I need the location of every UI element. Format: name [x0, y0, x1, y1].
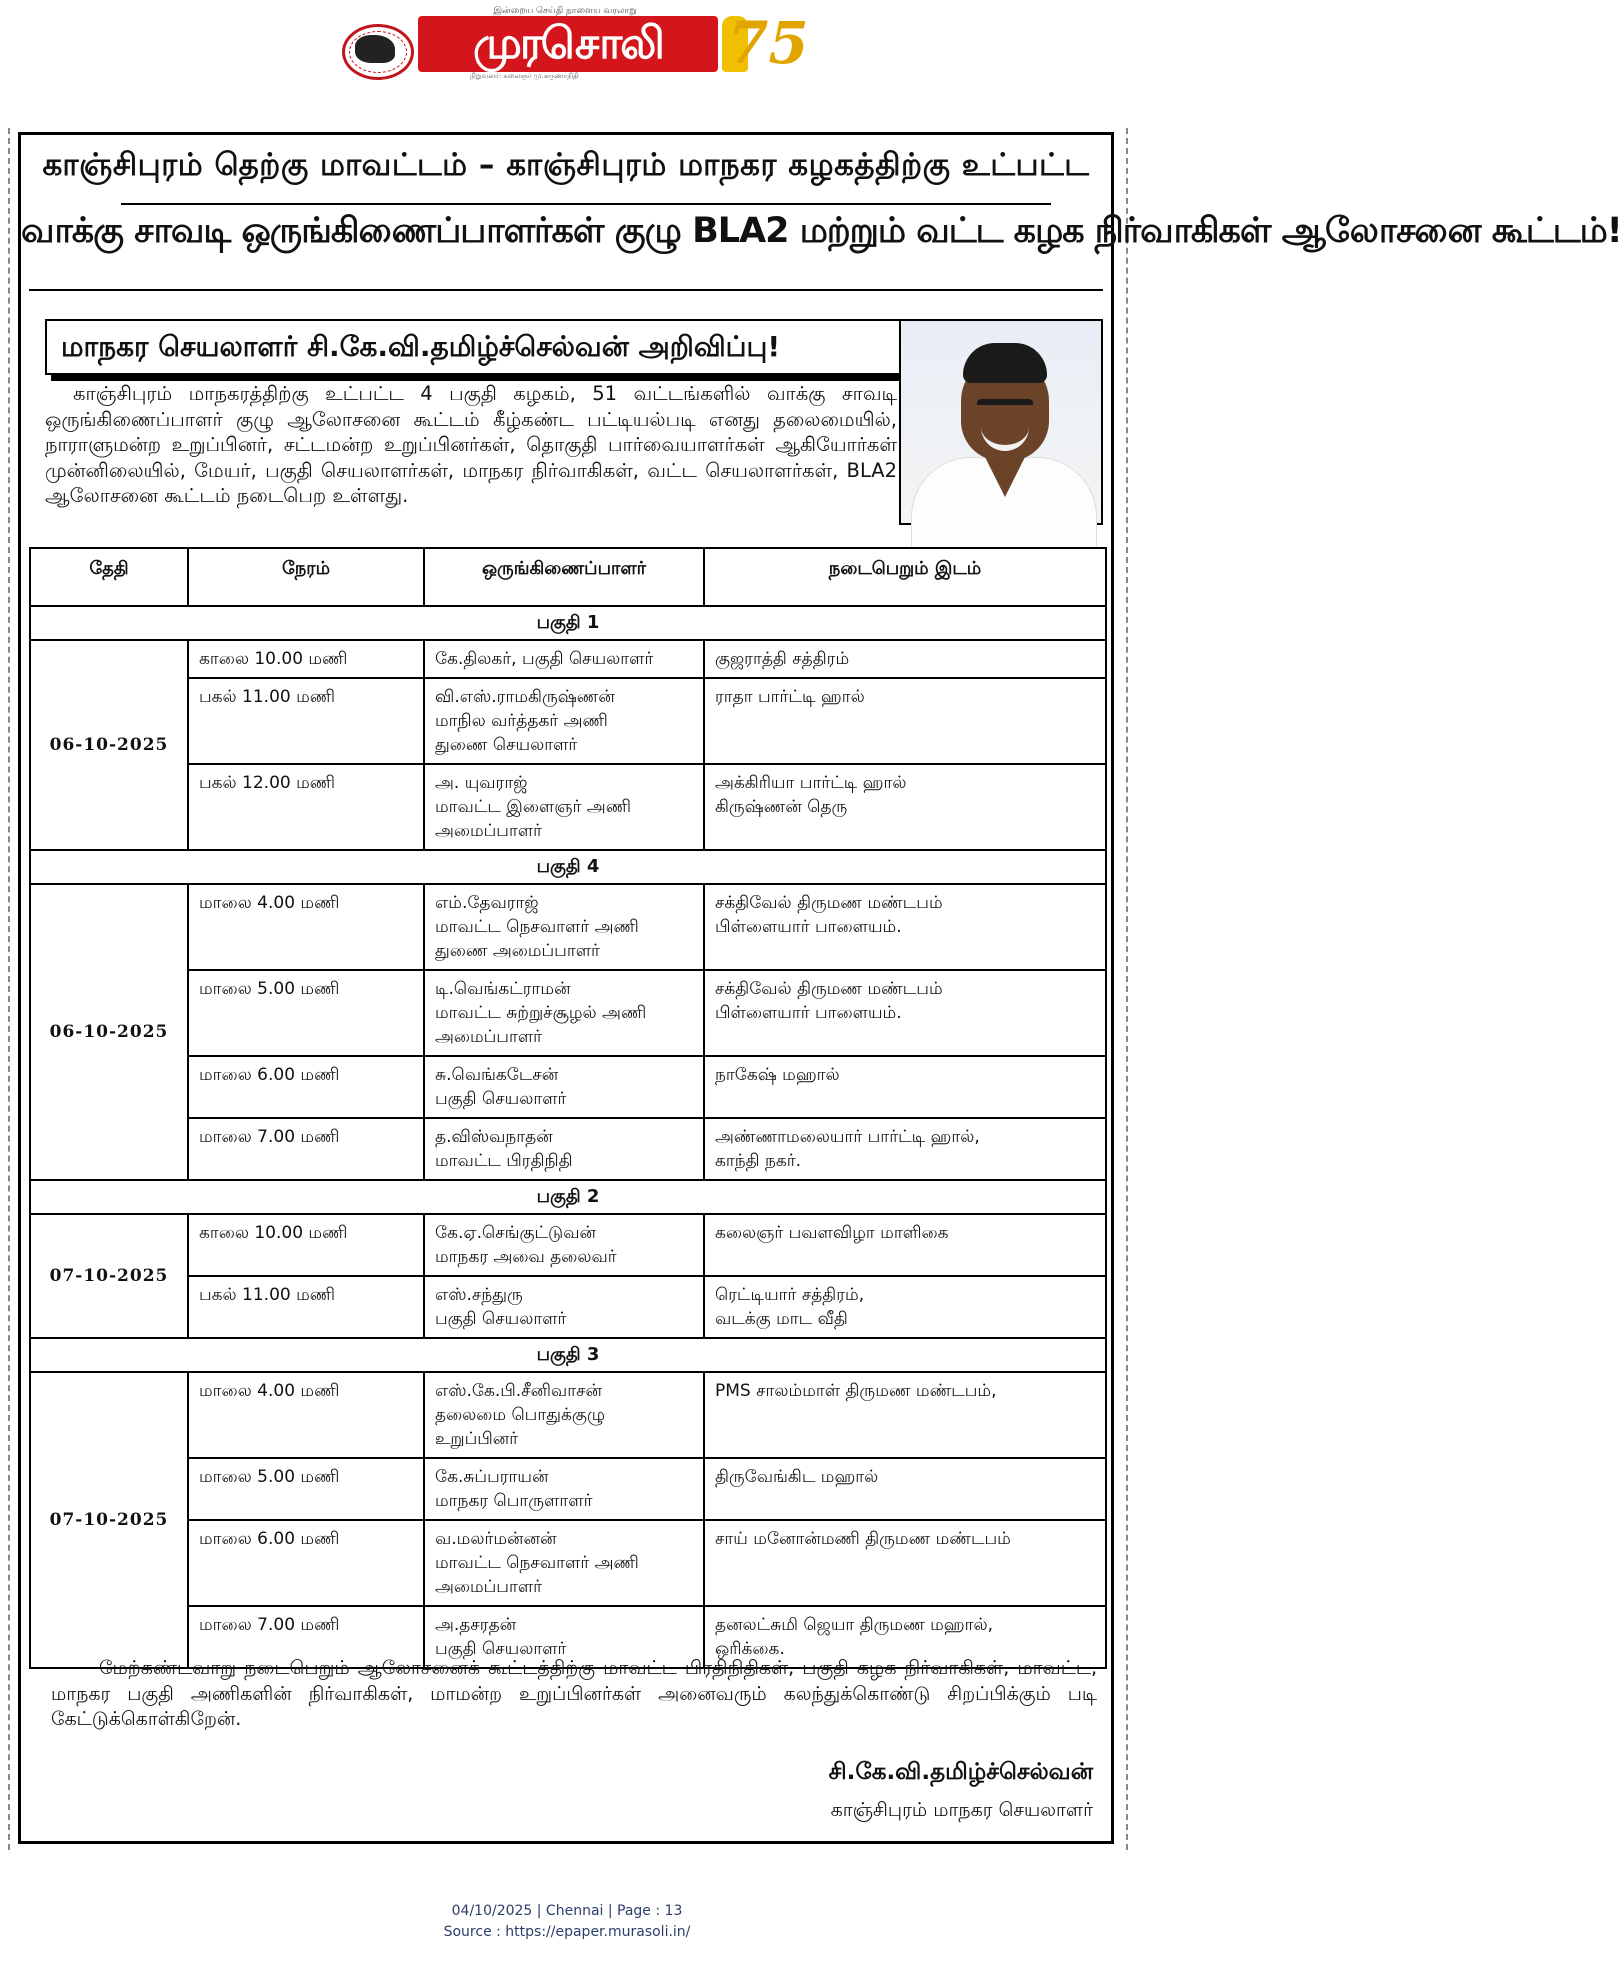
venue-line: அண்ணாமலையார் பார்ட்டி ஹால்,	[715, 1127, 980, 1147]
table-row	[30, 764, 1106, 850]
venue-cell	[704, 1458, 1106, 1520]
coordinator-cell	[424, 640, 704, 678]
coordinator-line: மாநகர அவை தலைவர்	[435, 1247, 617, 1267]
heading-divider	[121, 203, 1051, 205]
coordinator-line: அ.தசரதன்	[435, 1615, 517, 1635]
coordinator-cell	[424, 1520, 704, 1606]
table-row	[30, 678, 1106, 764]
time-cell: பகல் 11.00 மணி	[188, 1276, 424, 1338]
venue-line: கிருஷ்ணன் தெரு	[715, 797, 848, 817]
masthead-subtitle: நிறுவனர்: கலைஞர் மு.கருணாநிதி	[470, 72, 579, 80]
signature-title: காஞ்சிபுரம் மாநகர செயலாளர்	[830, 1799, 1093, 1821]
coordinator-line: துணை செயலாளர்	[435, 735, 578, 755]
anniversary-number: 75	[728, 9, 809, 77]
photo-hair	[963, 343, 1047, 383]
coordinator-line: கே.திலகர், பகுதி செயலாளர்	[435, 649, 654, 669]
table-row	[30, 1520, 1106, 1606]
header-date: தேதி	[30, 548, 188, 606]
venue-line: அக்கிரியா பார்ட்டி ஹால்	[715, 773, 907, 793]
section-row	[30, 1338, 1106, 1372]
venue-cell	[704, 884, 1106, 970]
coordinator-line: துணை அமைப்பாளர்	[435, 941, 600, 961]
section-title: பகுதி 3	[30, 1338, 1106, 1372]
header-time: நேரம்	[188, 548, 424, 606]
emblem-figure	[355, 35, 395, 63]
venue-cell	[704, 678, 1106, 764]
date-cell: 07-10-2025	[30, 1372, 188, 1668]
table-row	[30, 1458, 1106, 1520]
venue-line: பிள்ளையார் பாளையம்.	[715, 917, 902, 937]
coordinator-line: வ.மலர்மன்னன்	[435, 1529, 557, 1549]
table-row	[30, 1118, 1106, 1180]
coordinator-line: மாவட்ட பிரதிநிதி	[435, 1151, 573, 1171]
venue-line: ஒரிக்கை.	[715, 1639, 785, 1659]
party-emblem-icon	[342, 24, 414, 80]
coordinator-line: த.விஸ்வநாதன்	[435, 1127, 553, 1147]
intro-paragraph: காஞ்சிபுரம் மாநகரத்திற்கு உட்பட்ட 4 பகுதி கழகம், 51 வட்டங்களில் வாக்கு சாவடி ஒருங்கிணைப்பாளர் குழு ஆலோசனை கூட்டம் கீழ்கண்ட பட்டியல்படி எனது தலைமையில், நாராளுமன்ற உறுப்பினர், சட்டமன்ற உறுப்பினர்கள், தொகுதி பார்வையாளர்கள் ஆகியோர்கள் முன்னிலையில், மேயர், பகுதி செயலாளர்கள், மாநகர நிர்வாகிகள், வட்ட செயலாளர்கள், BLA2 ஆலோசனை கூட்டம் நடைபெற உள்ளது.	[45, 382, 897, 507]
coordinator-line: எம்.தேவராஜ்	[435, 893, 539, 913]
venue-line: தனலட்சுமி ஜெயா திருமண மஹால்,	[715, 1615, 994, 1635]
time-cell: மாலை 4.00 மணி	[188, 884, 424, 970]
signature-name: சி.கே.வி.தமிழ்ச்செல்வன்	[828, 1759, 1093, 1785]
venue-cell	[704, 1276, 1106, 1338]
article-heading-1: காஞ்சிபுரம் தெற்கு மாவட்டம் – காஞ்சிபுரம் மாநகர கழகத்திற்கு உட்பட்ட	[42, 147, 1090, 183]
closing-paragraph: மேற்கண்டவாறு நடைபெறும் ஆலோசனைக் கூட்டத்திற்கு மாவட்ட பிரதிநிதிகள், பகுதி கழக நிர்வாகிகள், மாவட்ட, மாநகர பகுதி அணிகளின் நிர்வாகிகள், மாமன்ற உறுப்பினர்கள் அனைவரும் கலந்துக்கொண்டு சிறப்பிக்கும் படி கேட்டுக்கொள்கிறேன்.	[51, 1657, 1097, 1730]
time-cell: பகல் 11.00 மணி	[188, 678, 424, 764]
venue-cell	[704, 1214, 1106, 1276]
venue-line: நாகேஷ் மஹால்	[715, 1065, 840, 1085]
coordinator-line: கே.சுப்பராயன்	[435, 1467, 549, 1487]
header-venue: நடைபெறும் இடம்	[704, 548, 1106, 606]
table-row	[30, 640, 1106, 678]
venue-cell	[704, 764, 1106, 850]
time-cell: மாலை 4.00 மணி	[188, 1372, 424, 1458]
venue-line: கலைஞர் பவளவிழா மாளிகை	[715, 1223, 949, 1243]
coordinator-cell	[424, 884, 704, 970]
schedule-table	[29, 547, 1107, 1669]
time-cell: மாலை 5.00 மணி	[188, 1458, 424, 1520]
coordinator-line: மாவட்ட இளைஞர் அணி	[435, 797, 631, 817]
coordinator-cell	[424, 678, 704, 764]
masthead	[330, 6, 809, 80]
section-row	[30, 1180, 1106, 1214]
coordinator-line: உறுப்பினர்	[435, 1429, 519, 1449]
venue-cell	[704, 1520, 1106, 1606]
anniversary-badge	[722, 8, 809, 78]
time-cell: மாலை 5.00 மணி	[188, 970, 424, 1056]
time-cell: மாலை 6.00 மணி	[188, 1056, 424, 1118]
table-row	[30, 1214, 1106, 1276]
coordinator-line: சு.வெங்கடேசன்	[435, 1065, 559, 1085]
coordinator-line: அமைப்பாளர்	[435, 1027, 543, 1047]
coordinator-line: எஸ்.சந்துரு	[435, 1285, 523, 1305]
date-cell: 06-10-2025	[30, 640, 188, 850]
announcement-article	[18, 132, 1622, 1844]
coordinator-cell	[424, 1276, 704, 1338]
venue-line: திருவேங்கிட மஹால்	[715, 1467, 879, 1487]
coordinator-line: பகுதி செயலாளர்	[435, 1089, 567, 1109]
coordinator-line: மாநகர பொருளாளர்	[435, 1491, 593, 1511]
coordinator-line: அ. யுவராஜ்	[435, 773, 528, 793]
heading-divider-2	[29, 289, 1103, 291]
coordinator-line: பகுதி செயலாளர்	[435, 1309, 567, 1329]
venue-cell	[704, 1056, 1106, 1118]
venue-cell	[704, 970, 1106, 1056]
venue-line: ராதா பார்ட்டி ஹால்	[715, 687, 865, 707]
venue-line: பிள்ளையார் பாளையம்.	[715, 1003, 902, 1023]
coordinator-cell	[424, 1214, 704, 1276]
venue-cell	[704, 1372, 1106, 1458]
coordinator-cell	[424, 970, 704, 1056]
time-cell: காலை 10.00 மணி	[188, 1214, 424, 1276]
section-title: பகுதி 1	[30, 606, 1106, 640]
coordinator-line: பகுதி செயலாளர்	[435, 1639, 567, 1659]
page-footer-source: Source : https://epaper.murasoli.in/	[443, 1924, 691, 1940]
time-cell: மாலை 6.00 மணி	[188, 1520, 424, 1606]
venue-line: குஜராத்தி சத்திரம்	[715, 649, 850, 669]
venue-line: வடக்கு மாட வீதி	[715, 1309, 848, 1329]
newspaper-logo: முரசொலி	[418, 16, 718, 72]
article-subheading: மாநகர செயலாளர் சி.கே.வி.தமிழ்ச்செல்வன் அறிவிப்பு!	[45, 319, 901, 375]
schedule-body	[30, 606, 1106, 1668]
venue-cell	[704, 640, 1106, 678]
coordinator-line: தலைமை பொதுக்குழு	[435, 1405, 605, 1425]
page-footer-info: 04/10/2025 | Chennai | Page : 13	[451, 1903, 683, 1919]
coordinator-line: மாவட்ட நெசவாளர் அணி	[435, 917, 639, 937]
table-row	[30, 970, 1106, 1056]
coordinator-line: எஸ்.கே.பி.சீனிவாசன்	[435, 1381, 602, 1401]
date-cell: 06-10-2025	[30, 884, 188, 1180]
coordinator-cell	[424, 1372, 704, 1458]
table-header-row	[30, 548, 1106, 606]
venue-cell	[704, 1118, 1106, 1180]
section-title: பகுதி 2	[30, 1180, 1106, 1214]
venue-line: சக்திவேல் திருமண மண்டபம்	[715, 893, 943, 913]
time-cell: மாலை 7.00 மணி	[188, 1606, 424, 1668]
table-row	[30, 1276, 1106, 1338]
article-heading-2: வாக்கு சாவடி ஒருங்கிணைப்பாளர்கள் குழு BLA2 மற்றும் வட்ட கழக நிர்வாகிகள் ஆலோசனை கூட்டம்!	[21, 211, 1622, 251]
header-coordinator: ஒருங்கிணைப்பாளர்	[424, 548, 704, 606]
coordinator-line: மாநில வர்த்தகர் அணி	[435, 711, 608, 731]
table-row	[30, 1056, 1106, 1118]
coordinator-cell	[424, 1056, 704, 1118]
coordinator-line: கே.ஏ.செங்குட்டுவன்	[435, 1223, 596, 1243]
photo-eyes	[977, 399, 1033, 413]
section-row	[30, 606, 1106, 640]
coordinator-line: வி.எஸ்.ராமகிருஷ்ணன்	[435, 687, 615, 707]
table-row	[30, 1372, 1106, 1458]
section-title: பகுதி 4	[30, 850, 1106, 884]
masthead-tagline: இன்றைய செய்தி நாளைய வரலாறு	[493, 6, 637, 16]
table-row	[30, 884, 1106, 970]
time-cell: மாலை 7.00 மணி	[188, 1118, 424, 1180]
venue-line: ரெட்டியார் சத்திரம்,	[715, 1285, 865, 1305]
venue-line: PMS சாலம்மாள் திருமண மண்டபம்,	[715, 1381, 997, 1401]
coordinator-line: அமைப்பாளர்	[435, 1577, 543, 1597]
date-cell: 07-10-2025	[30, 1214, 188, 1338]
time-cell: பகல் 12.00 மணி	[188, 764, 424, 850]
venue-line: காந்தி நகர்.	[715, 1151, 802, 1171]
coordinator-line: டி.வெங்கட்ராமன்	[435, 979, 571, 999]
coordinator-cell	[424, 764, 704, 850]
venue-line: சக்திவேல் திருமண மண்டபம்	[715, 979, 943, 999]
coordinator-line: மாவட்ட சுற்றுச்சூழல் அணி	[435, 1003, 647, 1023]
time-cell: காலை 10.00 மணி	[188, 640, 424, 678]
coordinator-line: மாவட்ட நெசவாளர் அணி	[435, 1553, 639, 1573]
secretary-photo	[899, 319, 1103, 525]
coordinator-line: அமைப்பாளர்	[435, 821, 543, 841]
section-row	[30, 850, 1106, 884]
coordinator-cell	[424, 1458, 704, 1520]
coordinator-cell	[424, 1118, 704, 1180]
venue-line: சாய் மனோன்மணி திருமண மண்டபம்	[715, 1529, 1011, 1549]
